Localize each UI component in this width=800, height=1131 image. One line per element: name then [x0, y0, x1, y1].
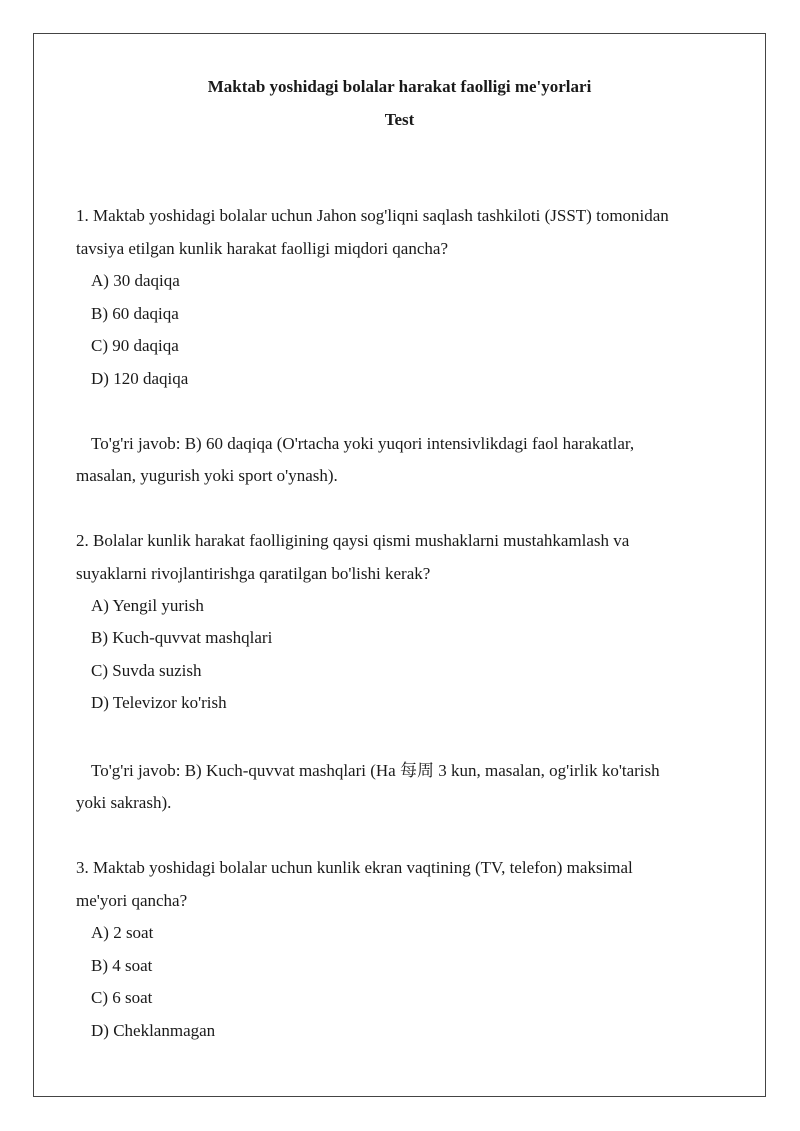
question-1-option-d: D) 120 daqiqa — [91, 369, 189, 388]
question-2-option-d: D) Televizor ko'rish — [91, 693, 227, 712]
question-3-option-c: C) 6 soat — [91, 988, 153, 1007]
question-1-option-a: A) 30 daqiqa — [91, 271, 180, 290]
question-1-option-b: B) 60 daqiqa — [91, 304, 179, 323]
question-2-text: 2. Bolalar kunlik harakat faolligining qaysi qismi mushaklarni mustahkamlash va — [76, 531, 630, 550]
document-title: Maktab yoshidagi bolalar harakat faolligi me'yorlari — [207, 77, 592, 96]
question-2-answer: To'g'ri javob: B) Kuch-quvvat mashqlari (Ha 每周 3 kun, masalan, og'irlik ko'tarish — [91, 761, 660, 780]
question-3-text-cont: me'yori qancha? — [76, 891, 188, 910]
question-2-text-cont: suyaklarni rivojlantirishga qaratilgan bo'lishi kerak? — [76, 564, 431, 583]
question-1-text: 1. Maktab yoshidagi bolalar uchun Jahon sog'liqni saqlash tashkiloti (JSST) tomonidan — [76, 206, 669, 225]
question-2-option-a: A) Yengil yurish — [91, 596, 204, 615]
document-subtitle: Test — [384, 110, 415, 129]
question-3-option-d: D) Cheklanmagan — [91, 1021, 216, 1040]
question-2-option-c: C) Suvda suzish — [91, 661, 202, 680]
question-1-answer: To'g'ri javob: B) 60 daqiqa (O'rtacha yoki yuqori intensivlikdagi faol harakatlar, — [91, 434, 635, 453]
question-3-option-a: A) 2 soat — [91, 923, 154, 942]
question-1-option-c: C) 90 daqiqa — [91, 336, 179, 355]
question-3-text: 3. Maktab yoshidagi bolalar uchun kunlik ekran vaqtining (TV, telefon) maksimal — [76, 858, 633, 877]
question-1-answer-cont: masalan, yugurish yoki sport o'ynash). — [76, 466, 338, 485]
question-1-text-cont: tavsiya etilgan kunlik harakat faolligi miqdori qancha? — [76, 239, 448, 258]
question-2-answer-cont: yoki sakrash). — [76, 793, 172, 812]
question-3-option-b: B) 4 soat — [91, 956, 153, 975]
question-2-option-b: B) Kuch-quvvat mashqlari — [91, 628, 273, 647]
